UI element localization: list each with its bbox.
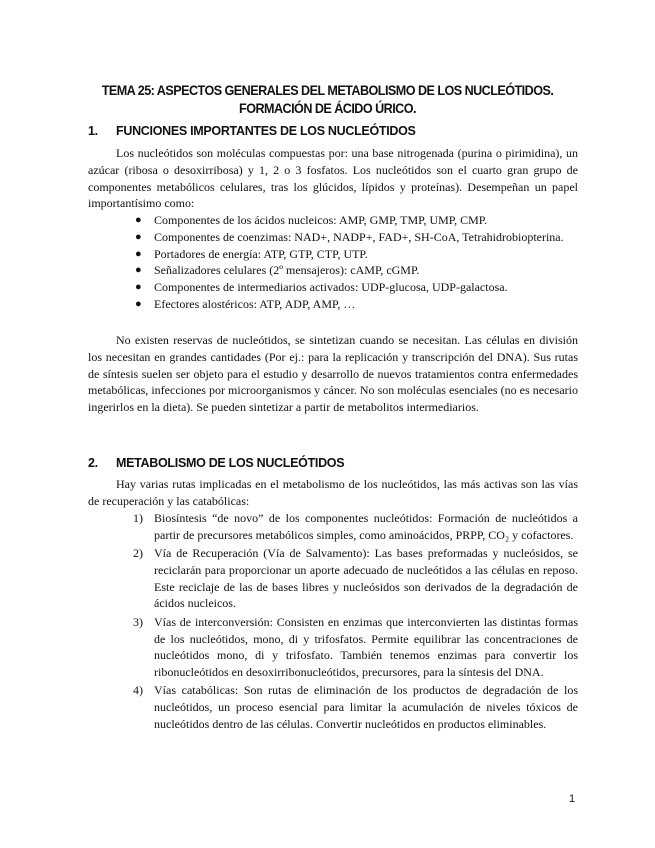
section-2-intro [88, 476, 578, 510]
title-line-2: FORMACIÓN DE ÁCIDO ÚRICO. [239, 100, 416, 116]
section-1-title: FUNCIONES IMPORTANTES DE LOS NUCLEÓTIDOS [116, 124, 416, 138]
section-1-intro [88, 145, 578, 212]
list-item: ● Portadores de energía: ATP, GTP, CTP, UTP. [135, 246, 368, 261]
list-item: 1) Biosíntesis “de novo” de los componentes nucleótidos: Formación de nucleótidos a partir de precursores metabólicos simples, como aminoácidos, PRPP, CO₂ y cofactores. [133, 511, 578, 542]
bullet-icon: ● [135, 264, 142, 277]
bullet-icon: ● [135, 281, 142, 294]
list-item: ● Componentes de intermediarios activados: UDP-glucosa, UDP-galactosa. [135, 280, 508, 295]
routes-list [133, 510, 578, 734]
bullet-icon: ● [135, 214, 142, 226]
bullet-icon: ● [135, 230, 142, 243]
section-2-heading [88, 456, 344, 470]
list-item: 4) Vías catabólicas: Son rutas de eliminación de los productos de degradación de los nucleótidos, un proceso esencial para limitar la acumulación de niveles tóxicos de nucleótidos dentro de las células. Convertir nucleótidos en productos eliminables. [133, 683, 578, 732]
section-2-intro-text: Hay varias rutas implicadas en el metabolismo de los nucleótidos, las más activas son las vías de recuperación y las catabólicas: [88, 477, 578, 508]
section-1-closing-text: No existen reservas de nucleótidos, se sintetizan cuando se necesitan. Las células en división los necesitan en grandes cantidades (Por ej.: para la replicación y transcripción del DNA). Sus rutas de síntesis suelen ser objeto para el estudio y desarrollo de nuevos tratamientos contra enfermedades metabólicas, infecciones por microorganismos y cáncer. No son moléculas esenciales (no es necesario ingerirlos en la dieta). Se pueden sintetizar a partir de metabolitos intermediarios. [88, 333, 578, 415]
section-2-number: 2. [88, 456, 98, 470]
list-item: ● Efectores alostéricos: ATP, ADP, AMP, … [135, 296, 356, 311]
section-1-closing [88, 332, 578, 416]
title-line-1: TEMA 25: ASPECTOS GENERALES DEL METABOLISMO DE LOS NUCLEÓTIDOS. [101, 82, 554, 98]
section-2-title: METABOLISMO DE LOS NUCLEÓTIDOS [116, 456, 345, 470]
functions-list [135, 212, 578, 313]
list-item: ● Señalizadores celulares (2º mensajeros): cAMP, cGMP. [135, 263, 420, 278]
bullet-icon: ● [135, 247, 142, 260]
document-title [96, 81, 560, 117]
bullet-icon: ● [135, 297, 142, 310]
section-1-intro-text: Los nucleótidos son moléculas compuestas por: una base nitrogenada (purina o pirimidina), un azúcar (ribosa o desoxirribosa) y 1, 2 o 3 fosfatos. Los nucleótidos son el cuarto gran grupo de componentes metabólicos celulares, tras los glúcidos, lípidos y proteínas). Desempeñan un papel importantísimo como: [88, 146, 578, 211]
section-1-heading [88, 124, 416, 138]
list-item: ● Componentes de coenzimas: NAD+, NADP+, FAD+, SH-CoA, Tetrahidrobiopterina. [135, 229, 564, 244]
page-number: 1 [569, 793, 576, 805]
section-1-number: 1. [88, 124, 98, 138]
list-item: 2) Vía de Recuperación (Vía de Salvamento): Las bases preformadas y nucleósidos, se reciclarán para proporcionar un aporte adecuado de nucleótidos a las células en reposo. Este reciclaje de las de bases libres y nucleósidos son derivados de la degradación de ácidos nucleicos. [133, 546, 578, 611]
list-item: ● Componentes de los ácidos nucleicos: AMP, GMP, TMP, UMP, CMP. [135, 213, 488, 227]
list-item: 3) Vías de interconversión: Consisten en enzimas que interconvierten las distintas formas de los nucleótidos, mono, di y trifosfatos. Permite equilibrar las concentraciones de nucleótidos mono, di y trifosfato. También tenemos enzimas para convertir los ribonucleótidos en desoxirribonucleótidos, precursores, para la síntesis del DNA. [133, 614, 578, 680]
